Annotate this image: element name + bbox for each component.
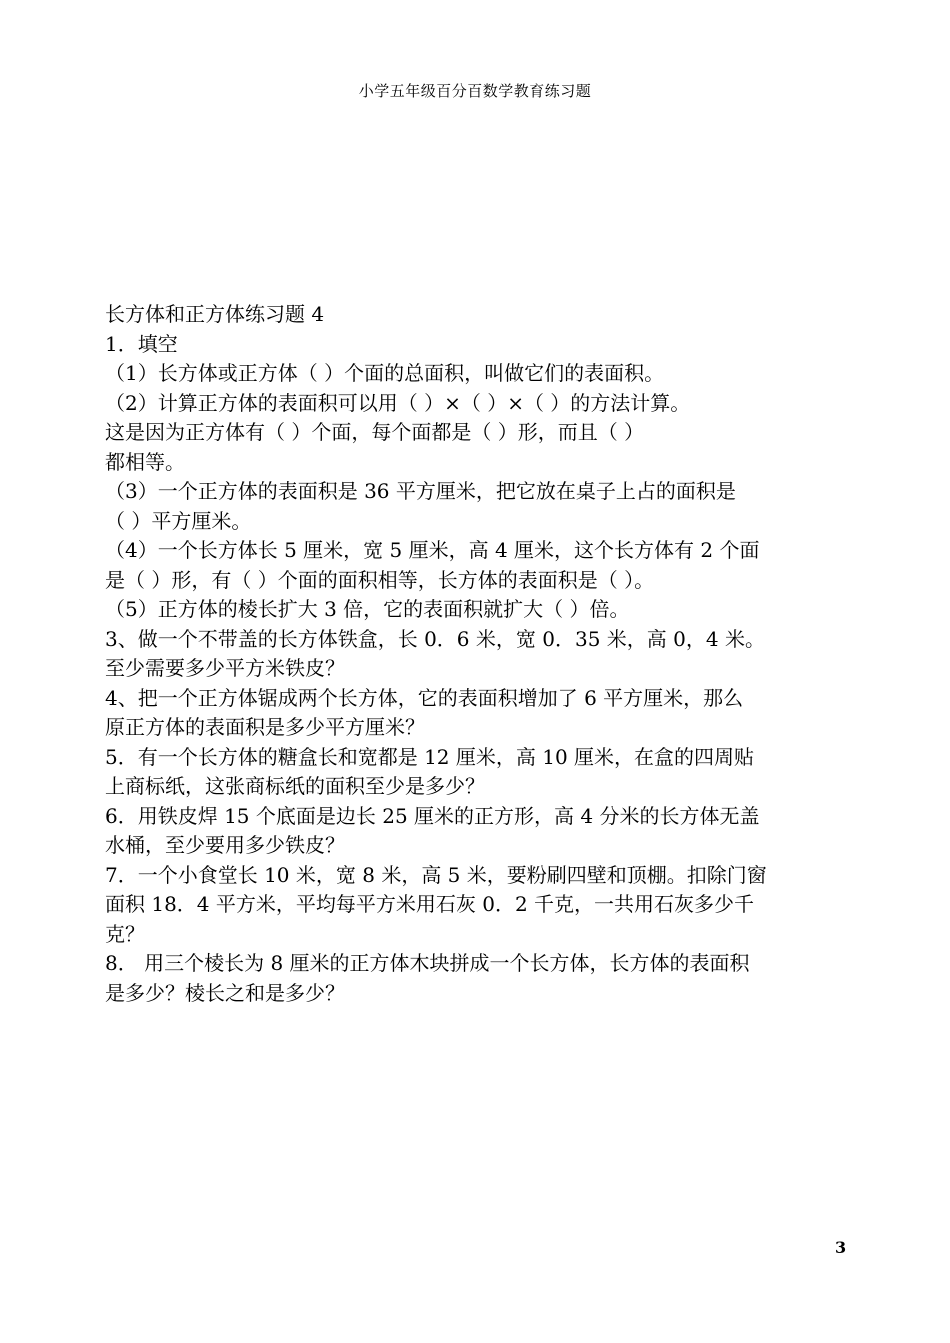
exercise-content [105, 300, 850, 1008]
question-5-line-2: 上商标纸，这张商标纸的面积至少是多少？ [105, 774, 485, 798]
question-1-part-4-line-1: （4）一个长方体长 5 厘米，宽 5 厘米，高 4 厘米，这个长方体有 2 个面 [105, 538, 760, 562]
question-3-line-2: 至少需要多少平方米铁皮？ [105, 656, 345, 680]
question-1-part-2-line-1: （2）计算正方体的表面积可以用（ ）×（ ）×（ ）的方法计算。 [105, 390, 691, 415]
question-7-line-1: 7．一个小食堂长 10 米，宽 8 米，高 5 米，要粉刷四壁和顶棚。扣除门窗 [105, 862, 767, 887]
question-1-part-4-line-2: 是（ ）形，有（ ）个面的面积相等，长方体的表面积是（ ）。 [105, 567, 655, 592]
question-1-part-3-line-2: （ ）平方厘米。 [105, 508, 252, 533]
question-1-heading: 1．填空 [105, 331, 178, 356]
question-7-line-2: 面积 18．4 平方米，平均每平方米用石灰 0．2 千克，一共用石灰多少千 [105, 892, 755, 916]
question-8-line-1: 8． 用三个棱长为 8 厘米的正方体木块拼成一个长方体，长方体的表面积 [105, 951, 750, 975]
question-4-line-1: 4、把一个正方体锯成两个长方体，它的表面积增加了 6 平方厘米，那么 [105, 685, 744, 710]
question-6-line-2: 水桶，至少要用多少铁皮？ [105, 833, 345, 857]
question-5-line-1: 5．有一个长方体的糖盒长和宽都是 12 厘米，高 10 厘米，在盒的四周贴 [105, 744, 755, 769]
question-3-line-1: 3、做一个不带盖的长方体铁盒，长 0．6 米，宽 0．35 米，高 0，4 米。 [105, 626, 765, 651]
page-number: 3 [835, 1238, 847, 1257]
exercise-title: 长方体和正方体练习题 4 [105, 302, 325, 326]
question-1-part-1: （1）长方体或正方体（ ）个面的总面积，叫做它们的表面积。 [105, 361, 665, 385]
question-7-line-3: 克？ [105, 921, 145, 946]
question-1-part-2-line-2: 这是因为正方体有（ ）个面，每个面都是（ ）形，而且（ ） [105, 420, 645, 444]
question-1-part-2-line-3: 都相等。 [105, 449, 185, 474]
question-4-line-2: 原正方体的表面积是多少平方厘米？ [105, 715, 425, 739]
question-1-part-5: （5）正方体的棱长扩大 3 倍，它的表面积就扩大（ ）倍。 [105, 597, 630, 621]
question-8-line-2: 是多少？棱长之和是多少？ [105, 980, 345, 1005]
question-1-part-3-line-1: （3）一个正方体的表面积是 36 平方厘米，把它放在桌子上占的面积是 [105, 479, 736, 503]
question-6-line-1: 6．用铁皮焊 15 个底面是边长 25 厘米的正方形，高 4 分米的长方体无盖 [105, 803, 760, 828]
page-header: 小学五年级百分百数学教育练习题 [358, 82, 592, 100]
